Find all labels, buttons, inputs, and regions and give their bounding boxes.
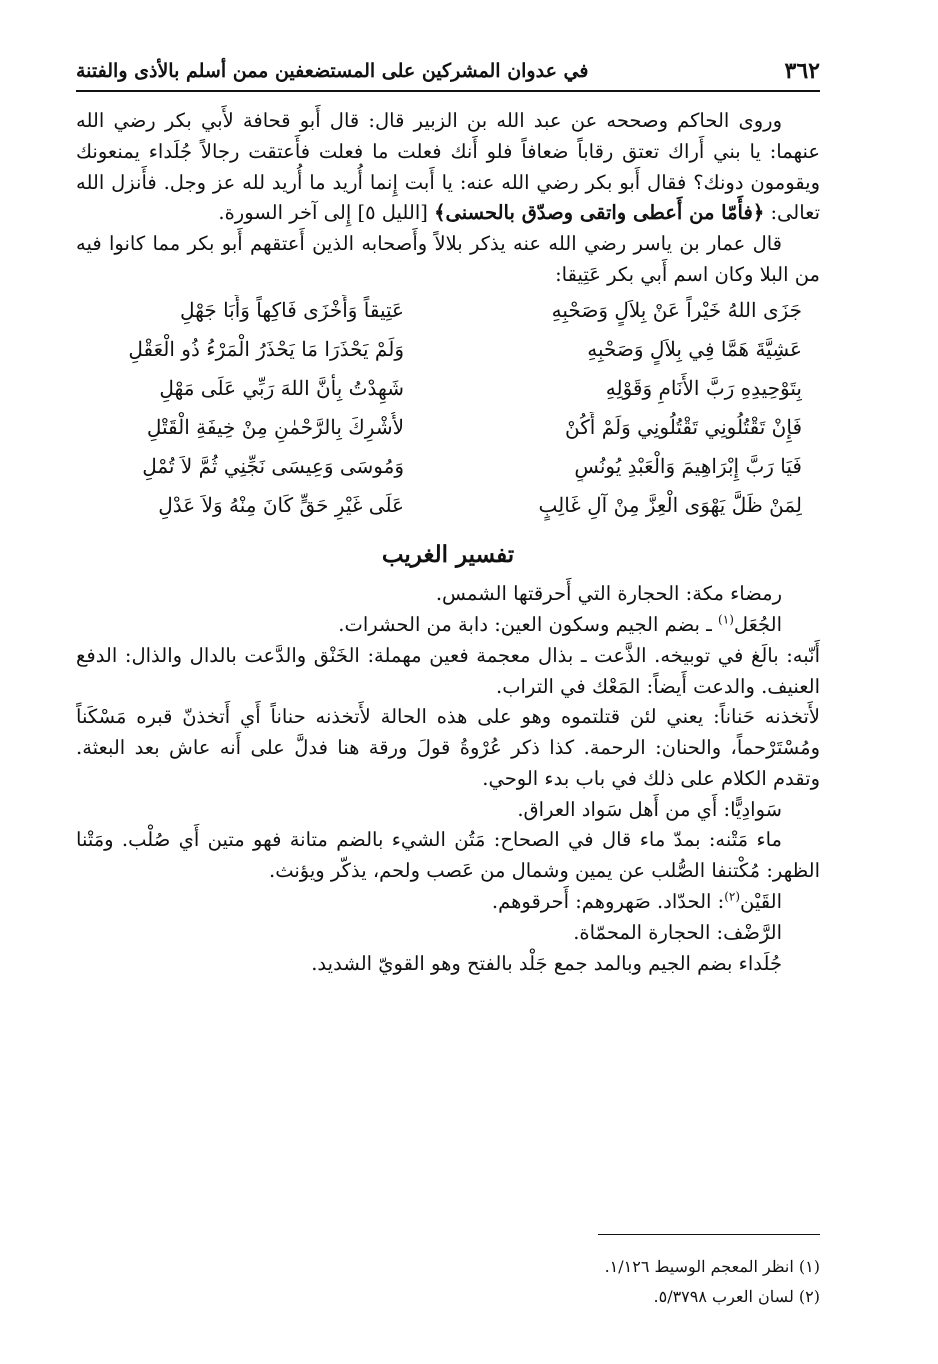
poem-verse <box>76 451 820 490</box>
poem-verse <box>76 373 820 412</box>
footnote-marker: (١) <box>718 612 734 627</box>
glossary-entry: ماء مَتْنه: بمدّ ماء قال في الصحاح: مَتُن الشيء بالضم متانة فهو متين أَي صُلْب. ومَتْنا الظهر: مُكْتنفا الصُّلب عن يمين وشمال من عَصب ولحم، يذكّر ويؤنث. <box>76 828 820 883</box>
hemistich-first: جَزَى اللهُ خَيْراً عَنْ بِلاَلٍ وَصَحْبِهِ <box>551 297 802 322</box>
glossary-term: الجُعَل <box>733 612 782 636</box>
poem-verse <box>76 412 820 451</box>
hemistich-first: فَإِنْ تَقْتُلُونِي تَقْتُلُونِي وَلَمْ أَكُنْ <box>565 414 802 439</box>
glossary-definition: : الحدّاد. صَهروهم: أَحرقوهم. <box>491 890 725 914</box>
glossary-definition: ـ بضم الجيم وسكون العين: دابة من الحشرات. <box>338 612 712 636</box>
hemistich-second: عَتِيقاً وَأَخْزَى فَاكِهاً وَأَبَا جَهْلِ <box>179 297 404 322</box>
quran-verse: ﴿فأَمّا من أَعطى واتقى وصدّق بالحسنى﴾ <box>434 201 765 225</box>
glossary-entry: سَوادِيًّا: أَي من أَهل سَواد العراق. <box>517 797 782 821</box>
glossary-entry <box>76 887 820 918</box>
page-number: ٣٦٢ <box>784 58 820 84</box>
glossary-entry: جُلَداء بضم الجيم وبالمد جمع جَلْد بالفتح وهو القويّ الشديد. <box>311 951 782 975</box>
main-text <box>76 106 820 979</box>
glossary-entry: الرَّضْف: الحجارة المحمّاة. <box>573 920 782 944</box>
footnote-marker: (٢) <box>724 889 741 904</box>
paragraph-hadith <box>76 106 820 229</box>
hemistich-first: لِمَنْ ظَلَّ يَهْوَى الْعِزَّ مِنْ آلِ غَالِبٍ <box>538 492 802 517</box>
section-heading: تفسير الغريب <box>381 540 515 568</box>
hemistich-second: وَلَمْ يَحْذَرَا مَا يَحْذَرُ الْمَرْءُ ذُو الْعَقْلِ <box>128 336 404 361</box>
hemistich-first: بِتَوْحِيدِهِ رَبَّ الأَنَامِ وَقَوْلِهِ <box>605 375 802 400</box>
hemistich-first: عَشِيَّةَ هَمَّا فِي بِلاَلٍ وَصَحْبِهِ <box>587 336 802 361</box>
hemistich-second: شَهِدْتُ بِأَنَّ اللهَ رَبِّي عَلَى مَهْلِ <box>159 375 404 400</box>
hemistich-second: لأُشْرِكَ بِالرَّحْمٰنِ مِنْ خِيفَةِ الْقَتْلِ <box>146 414 404 439</box>
footnote: (٢) لسان العرب ٥/٣٧٩٨. <box>653 1287 820 1307</box>
verse-reference: [الليل ٥] إِلى آخر السورة. <box>218 201 428 225</box>
glossary-term: القَيْن <box>740 890 782 914</box>
footnotes <box>76 1252 820 1313</box>
book-page <box>76 52 820 1332</box>
paragraph-ammar: قال عمار بن ياسر رضي الله عنه يذكر بلالاً وأَصحابه الذين أَعتقهم أَبو بكر مما كانوا فيه من البلا وكان اسم أَبي بكر عَتِيقا: <box>76 232 820 286</box>
poem-verse <box>76 334 820 373</box>
glossary-entry: رمضاء مكة: الحجارة التي أَحرقتها الشمس. <box>435 582 782 606</box>
chapter-title: في عدوان المشركين على المستضعفين ممن أسلم بالأذى والفتنة <box>76 60 589 82</box>
glossary <box>76 579 820 979</box>
paragraph-text: وروى الحاكم وصححه عن عبد الله بن الزبير قال: قال أَبو قحافة لأَبي بكر رضي الله عنهما: يا بني أَراك تعتق رقاباً ضعافاً فلو أَنك فعلت ما فعلت فأَعتقت رجالاً جُلَداء يمنعونك ويقومون دونك؟ فقال أَبو بكر رضي الله عنه: يا أَبت إِنما أُريد ما أُريد لله عز وجل. فأَنزل الله تعالى: <box>76 109 820 225</box>
hemistich-second: عَلَى غَيْرِ حَقٍّ كَانَ مِنْهُ وَلاَ عَدْلِ <box>158 492 404 517</box>
poem-verse <box>76 490 820 529</box>
poem <box>76 295 820 529</box>
hemistich-second: وَمُوسَى وَعِيسَى نَجِّنِي ثُمَّ لاَ تُمْلِ <box>142 453 404 478</box>
poem-verse <box>76 295 820 334</box>
footnote: (١) انظر المعجم الوسيط ١/١٢٦. <box>604 1257 820 1276</box>
glossary-entry: أَنّبه: بالَغ في توبيخه. الذَّعت ـ بذال معجمة فعين مهملة: الخَنْق والدَّعت بالدال والذال: الدفع العنيف. والدعت أَيضاً: المَعْك في التراب. <box>76 643 820 698</box>
footnote-divider <box>598 1234 820 1235</box>
glossary-entry: لأَتخذنه حَناناً: يعني لئن قتلتموه وهو على هذه الحالة لأَتخذنه حناناً أَي أَتخذنّ قبره مَسْكَناً ومُسْتَرْحماً، والحنان: الرحمة. كذا ذكر عُرْوةُ قولَ ورقة هنا فدلَّ على أَنه عاش بعد البعثة. وتقدم الكلام على ذلك في باب بدء الوحي. <box>76 705 820 790</box>
hemistich-first: فَيَا رَبَّ إِبْرَاهِيمَ وَالْعَبْدِ يُونُسٍ <box>574 453 802 478</box>
glossary-entry <box>76 610 820 641</box>
running-head <box>76 52 820 92</box>
